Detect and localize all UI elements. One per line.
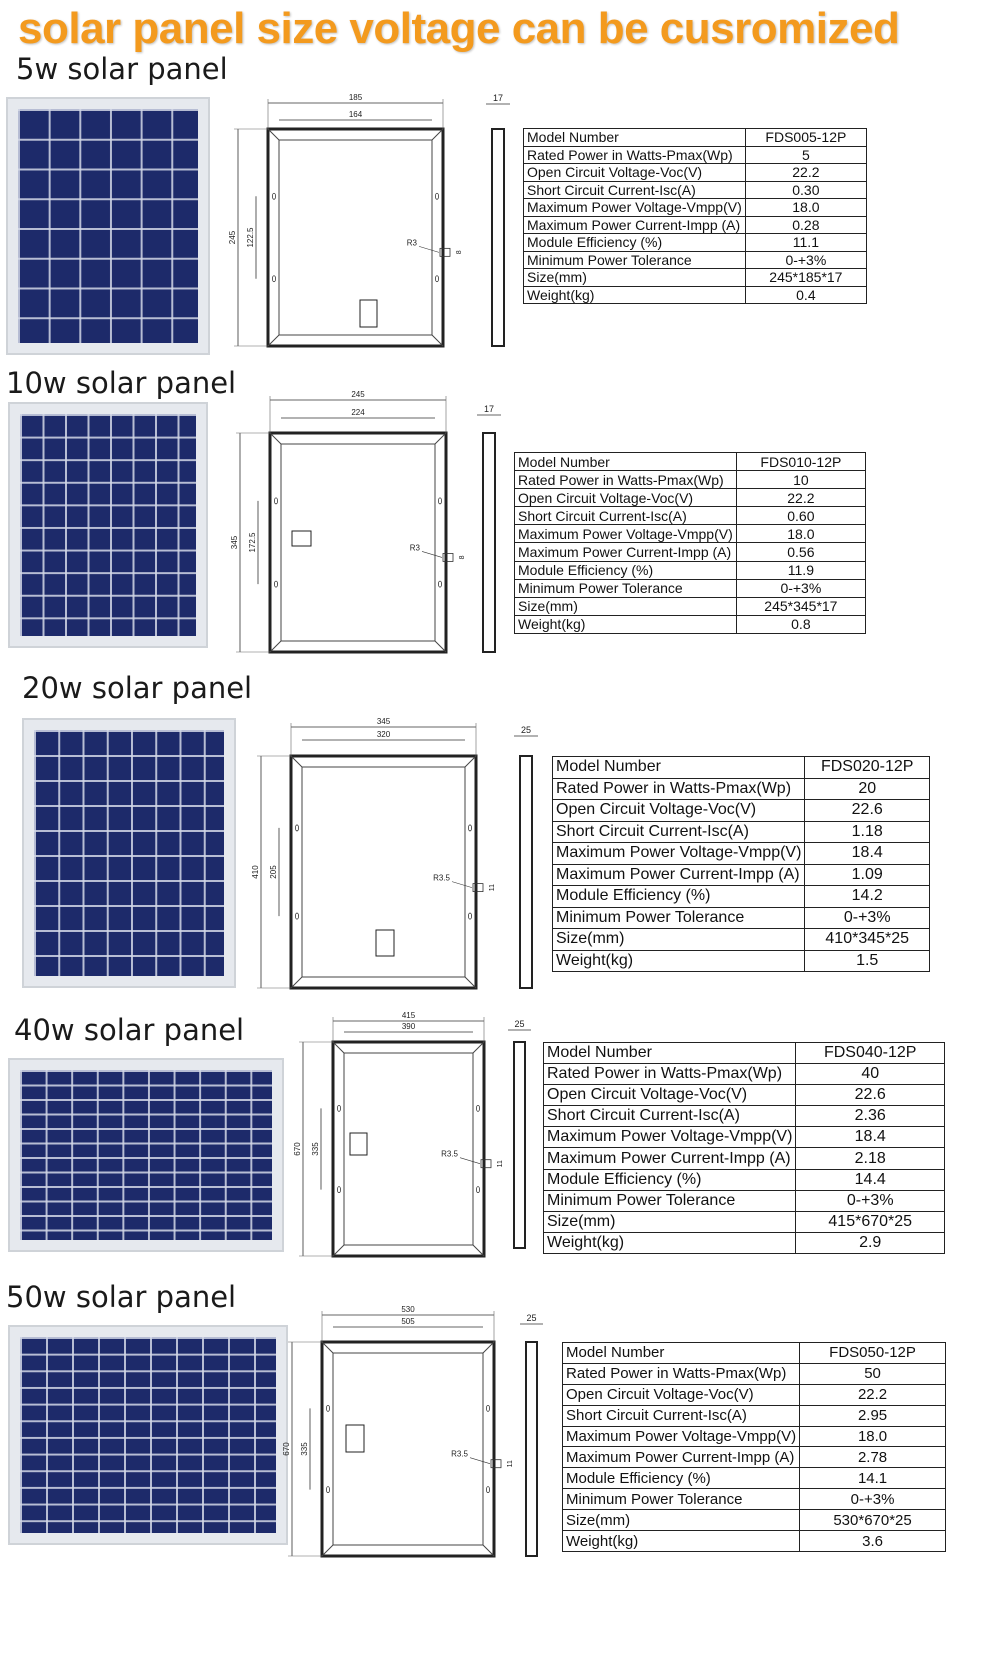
solar-cell-grid xyxy=(20,414,196,636)
spec-value: FDS005-12P xyxy=(745,129,866,147)
mounting-hole xyxy=(486,1487,489,1493)
spec-row xyxy=(524,199,867,217)
spec-label: Minimum Power Tolerance xyxy=(544,1190,796,1211)
spec-row xyxy=(544,1085,945,1106)
dim-outer-width: 185 xyxy=(348,93,363,102)
spec-label: Size(mm) xyxy=(515,597,737,615)
spec-label: Rated Power in Watts-Pmax(Wp) xyxy=(563,1363,800,1384)
spec-row xyxy=(563,1343,946,1364)
spec-row xyxy=(544,1232,945,1253)
spec-label: Size(mm) xyxy=(553,929,805,951)
mounting-hole xyxy=(468,913,471,919)
spec-value: FDS010-12P xyxy=(736,453,865,471)
spec-row xyxy=(515,543,866,561)
spec-label: Module Efficiency (%) xyxy=(524,234,746,252)
spec-value: 2.95 xyxy=(800,1405,946,1426)
dim-height: 245 xyxy=(228,230,237,245)
spec-value: 0-+3% xyxy=(745,251,866,269)
dim-radius: R3 xyxy=(406,238,417,248)
spec-row xyxy=(524,234,867,252)
spec-row xyxy=(515,453,866,471)
dim-height: 670 xyxy=(293,1142,302,1156)
spec-row xyxy=(515,579,866,597)
panel-photo xyxy=(6,97,210,355)
solar-cell-grid xyxy=(18,109,198,343)
panel-photo xyxy=(8,1325,288,1545)
spec-label: Size(mm) xyxy=(524,269,746,287)
spec-label: Minimum Power Tolerance xyxy=(515,579,737,597)
mounting-hole xyxy=(326,1487,329,1493)
spec-label: Weight(kg) xyxy=(544,1232,796,1253)
frame-inner xyxy=(302,767,465,977)
spec-value: 2.36 xyxy=(796,1106,945,1127)
spec-row xyxy=(524,146,867,164)
side-profile xyxy=(514,1042,525,1248)
spec-row xyxy=(563,1489,946,1510)
spec-label: Size(mm) xyxy=(544,1211,796,1232)
spec-row xyxy=(553,886,930,908)
spec-row xyxy=(524,216,867,234)
spec-value: 0-+3% xyxy=(800,1489,946,1510)
spec-row xyxy=(524,286,867,304)
section-title: 20w solar panel xyxy=(22,671,253,705)
spec-label: Minimum Power Tolerance xyxy=(563,1489,800,1510)
spec-label: Short Circuit Current-Isc(A) xyxy=(515,507,737,525)
spec-label: Maximum Power Current-Impp (A) xyxy=(563,1447,800,1468)
spec-row xyxy=(515,471,866,489)
spec-value: 10 xyxy=(736,471,865,489)
mounting-hole xyxy=(274,581,277,587)
dim-half-height: 122.5 xyxy=(246,227,255,248)
spec-table xyxy=(552,756,930,972)
spec-value: 18.4 xyxy=(796,1127,945,1148)
section-title: 50w solar panel xyxy=(6,1280,237,1314)
spec-row xyxy=(544,1148,945,1169)
dim-radius: R3 xyxy=(409,543,420,553)
spec-label: Short Circuit Current-Isc(A) xyxy=(553,821,805,843)
spec-value: 14.4 xyxy=(796,1169,945,1190)
spec-label: Maximum Power Current-Impp (A) xyxy=(515,543,737,561)
spec-value: 3.6 xyxy=(800,1531,946,1552)
dim-outer-width: 245 xyxy=(351,390,365,399)
spec-row xyxy=(515,615,866,633)
technical-drawing xyxy=(222,390,509,660)
dim-hole-size: 8 xyxy=(456,250,463,255)
dim-thickness: 25 xyxy=(514,1019,525,1029)
spec-label: Model Number xyxy=(563,1343,800,1364)
spec-value: 22.6 xyxy=(805,800,930,822)
dim-half-height: 205 xyxy=(269,865,278,879)
dim-half-height: 335 xyxy=(300,1442,309,1456)
spec-table xyxy=(543,1042,945,1254)
solar-cell-grid xyxy=(20,1337,276,1533)
spec-value: 0.28 xyxy=(745,216,866,234)
spec-label: Weight(kg) xyxy=(553,950,805,972)
dim-hole-size: 11 xyxy=(507,1460,514,1468)
spec-row xyxy=(515,507,866,525)
frame-outer xyxy=(333,1042,484,1256)
spec-value: 11.9 xyxy=(736,561,865,579)
dim-hole-size: 11 xyxy=(497,1160,504,1168)
technical-drawing xyxy=(243,717,546,996)
spec-value: 415*670*25 xyxy=(796,1211,945,1232)
spec-value: 22.2 xyxy=(736,489,865,507)
spec-label: Maximum Power Current-Impp (A) xyxy=(524,216,746,234)
junction-box xyxy=(376,930,394,956)
mounting-hole xyxy=(468,825,471,831)
mounting-hole xyxy=(435,276,438,282)
spec-row xyxy=(515,597,866,615)
spec-value: 18.4 xyxy=(805,843,930,865)
side-profile xyxy=(483,433,495,652)
frame-outer xyxy=(291,756,476,988)
spec-value: 18.0 xyxy=(800,1426,946,1447)
section-title: 10w solar panel xyxy=(6,366,237,400)
spec-value: 245*345*17 xyxy=(736,597,865,615)
mounting-hole xyxy=(337,1187,340,1193)
spec-row xyxy=(524,129,867,147)
mounting-hole xyxy=(295,825,298,831)
dim-thickness: 25 xyxy=(526,1313,537,1323)
dim-inner-width: 390 xyxy=(401,1022,416,1031)
dim-height: 345 xyxy=(230,535,239,550)
spec-row xyxy=(553,929,930,951)
spec-value: 0-+3% xyxy=(736,579,865,597)
spec-value: 18.0 xyxy=(736,525,865,543)
mounting-hole xyxy=(337,1105,340,1111)
spec-value: 14.2 xyxy=(805,886,930,908)
spec-value: 0-+3% xyxy=(796,1190,945,1211)
spec-row xyxy=(515,525,866,543)
spec-value: 20 xyxy=(805,778,930,800)
spec-label: Maximum Power Voltage-Vmpp(V) xyxy=(515,525,737,543)
dim-thickness: 17 xyxy=(492,93,504,103)
spec-label: Minimum Power Tolerance xyxy=(553,907,805,929)
spec-value: 22.6 xyxy=(796,1085,945,1106)
junction-box xyxy=(350,1133,367,1155)
mounting-hole xyxy=(295,913,298,919)
spec-value: 2.78 xyxy=(800,1447,946,1468)
spec-row xyxy=(553,907,930,929)
spec-value: 18.0 xyxy=(745,199,866,217)
spec-value: 530*670*25 xyxy=(800,1510,946,1531)
side-profile xyxy=(526,1342,537,1556)
junction-box xyxy=(360,300,377,327)
dim-thickness: 25 xyxy=(520,725,532,735)
spec-label: Open Circuit Voltage-Voc(V) xyxy=(563,1384,800,1405)
spec-value: 0.30 xyxy=(745,181,866,199)
spec-label: Short Circuit Current-Isc(A) xyxy=(563,1405,800,1426)
spec-label: Module Efficiency (%) xyxy=(553,886,805,908)
dim-outer-width: 345 xyxy=(376,717,391,726)
spec-value: 2.9 xyxy=(796,1232,945,1253)
spec-value: 0.8 xyxy=(736,615,865,633)
spec-label: Module Efficiency (%) xyxy=(544,1169,796,1190)
spec-label: Rated Power in Watts-Pmax(Wp) xyxy=(515,471,737,489)
spec-value: 0.4 xyxy=(745,286,866,304)
spec-row xyxy=(553,757,930,779)
dim-inner-width: 164 xyxy=(348,110,363,119)
spec-row xyxy=(563,1531,946,1552)
spec-label: Weight(kg) xyxy=(515,615,737,633)
mounting-hole xyxy=(438,498,441,504)
frame-outer xyxy=(322,1342,494,1556)
spec-value: FDS020-12P xyxy=(805,757,930,779)
spec-value: 14.1 xyxy=(800,1468,946,1489)
spec-value: 22.2 xyxy=(800,1384,946,1405)
spec-label: Weight(kg) xyxy=(524,286,746,304)
spec-row xyxy=(563,1384,946,1405)
dim-radius: R3.5 xyxy=(433,873,450,883)
spec-label: Open Circuit Voltage-Voc(V) xyxy=(515,489,737,507)
spec-value: 1.18 xyxy=(805,821,930,843)
spec-row xyxy=(553,843,930,865)
headline: solar panel size voltage can be cusromized xyxy=(18,4,900,53)
spec-row xyxy=(563,1468,946,1489)
spec-label: Module Efficiency (%) xyxy=(515,561,737,579)
spec-row xyxy=(563,1363,946,1384)
spec-row xyxy=(553,864,930,886)
technical-drawing xyxy=(220,93,518,354)
mounting-hole xyxy=(435,193,438,199)
dim-outer-width: 530 xyxy=(401,1305,415,1314)
mounting-hole xyxy=(274,498,277,504)
junction-box xyxy=(346,1425,364,1452)
mounting-hole xyxy=(326,1405,329,1411)
spec-value: 2.18 xyxy=(796,1148,945,1169)
dim-inner-width: 505 xyxy=(401,1317,415,1326)
spec-value: 0.60 xyxy=(736,507,865,525)
spec-value: FDS040-12P xyxy=(796,1043,945,1064)
section-title: 5w solar panel xyxy=(16,52,228,86)
spec-value: FDS050-12P xyxy=(800,1343,946,1364)
spec-label: Open Circuit Voltage-Voc(V) xyxy=(524,164,746,182)
spec-table xyxy=(514,452,866,634)
dim-radius: R3.5 xyxy=(441,1149,458,1159)
spec-row xyxy=(544,1190,945,1211)
technical-drawing xyxy=(285,1011,539,1264)
side-profile xyxy=(492,129,504,346)
spec-row xyxy=(524,251,867,269)
spec-label: Short Circuit Current-Isc(A) xyxy=(544,1106,796,1127)
panel-photo xyxy=(22,718,236,988)
dim-inner-width: 320 xyxy=(376,730,391,739)
dim-half-height: 172.5 xyxy=(248,532,257,553)
dim-height: 670 xyxy=(282,1442,291,1456)
spec-value: 0.56 xyxy=(736,543,865,561)
spec-row xyxy=(524,164,867,182)
spec-label: Model Number xyxy=(524,129,746,147)
spec-row xyxy=(544,1106,945,1127)
spec-value: 50 xyxy=(800,1363,946,1384)
spec-row xyxy=(544,1211,945,1232)
spec-row xyxy=(563,1510,946,1531)
section-title: 40w solar panel xyxy=(14,1013,245,1047)
spec-row xyxy=(515,489,866,507)
dim-radius: R3.5 xyxy=(451,1449,468,1459)
spec-row xyxy=(524,181,867,199)
spec-label: Maximum Power Current-Impp (A) xyxy=(544,1148,796,1169)
dim-outer-width: 415 xyxy=(401,1011,416,1020)
spec-label: Open Circuit Voltage-Voc(V) xyxy=(544,1085,796,1106)
spec-label: Model Number xyxy=(553,757,805,779)
spec-label: Weight(kg) xyxy=(563,1531,800,1552)
spec-row xyxy=(515,561,866,579)
spec-label: Open Circuit Voltage-Voc(V) xyxy=(553,800,805,822)
spec-value: 11.1 xyxy=(745,234,866,252)
dim-hole-size: 8 xyxy=(459,555,466,560)
dim-thickness: 17 xyxy=(483,404,495,414)
spec-label: Short Circuit Current-Isc(A) xyxy=(524,181,746,199)
technical-drawing xyxy=(274,1305,551,1564)
spec-value: 410*345*25 xyxy=(805,929,930,951)
side-profile xyxy=(520,756,532,988)
spec-label: Maximum Power Voltage-Vmpp(V) xyxy=(553,843,805,865)
dim-height: 410 xyxy=(251,865,260,879)
spec-label: Minimum Power Tolerance xyxy=(524,251,746,269)
mounting-hole xyxy=(438,581,441,587)
spec-row xyxy=(553,778,930,800)
spec-label: Module Efficiency (%) xyxy=(563,1468,800,1489)
spec-label: Rated Power in Watts-Pmax(Wp) xyxy=(553,778,805,800)
mounting-hole xyxy=(476,1105,479,1111)
dim-half-height: 335 xyxy=(311,1142,320,1156)
panel-photo xyxy=(8,1058,284,1252)
spec-row xyxy=(553,821,930,843)
spec-label: Maximum Power Voltage-Vmpp(V) xyxy=(544,1127,796,1148)
spec-label: Maximum Power Voltage-Vmpp(V) xyxy=(524,199,746,217)
spec-label: Size(mm) xyxy=(563,1510,800,1531)
spec-value: 1.09 xyxy=(805,864,930,886)
spec-value: 1.5 xyxy=(805,950,930,972)
mounting-hole xyxy=(272,193,275,199)
panel-photo xyxy=(8,402,208,648)
junction-box xyxy=(292,531,311,546)
spec-label: Model Number xyxy=(544,1043,796,1064)
spec-row xyxy=(563,1447,946,1468)
mounting-hole xyxy=(272,276,275,282)
spec-label: Maximum Power Voltage-Vmpp(V) xyxy=(563,1426,800,1447)
solar-cell-grid xyxy=(34,730,224,976)
spec-row xyxy=(544,1169,945,1190)
spec-row xyxy=(563,1426,946,1447)
mounting-hole xyxy=(486,1405,489,1411)
spec-label: Model Number xyxy=(515,453,737,471)
spec-row xyxy=(524,269,867,287)
spec-value: 5 xyxy=(745,146,866,164)
spec-value: 0-+3% xyxy=(805,907,930,929)
spec-value: 22.2 xyxy=(745,164,866,182)
spec-row xyxy=(544,1127,945,1148)
spec-row xyxy=(544,1064,945,1085)
mounting-hole xyxy=(476,1187,479,1193)
spec-label: Rated Power in Watts-Pmax(Wp) xyxy=(524,146,746,164)
spec-value: 40 xyxy=(796,1064,945,1085)
spec-row xyxy=(544,1043,945,1064)
spec-label: Rated Power in Watts-Pmax(Wp) xyxy=(544,1064,796,1085)
solar-cell-grid xyxy=(20,1070,272,1240)
spec-table xyxy=(562,1342,946,1552)
dim-inner-width: 224 xyxy=(351,408,365,417)
dim-hole-size: 11 xyxy=(489,883,496,892)
spec-row xyxy=(553,800,930,822)
spec-row xyxy=(563,1405,946,1426)
spec-label: Maximum Power Current-Impp (A) xyxy=(553,864,805,886)
spec-row xyxy=(553,950,930,972)
spec-table xyxy=(523,128,867,304)
spec-value: 245*185*17 xyxy=(745,269,866,287)
